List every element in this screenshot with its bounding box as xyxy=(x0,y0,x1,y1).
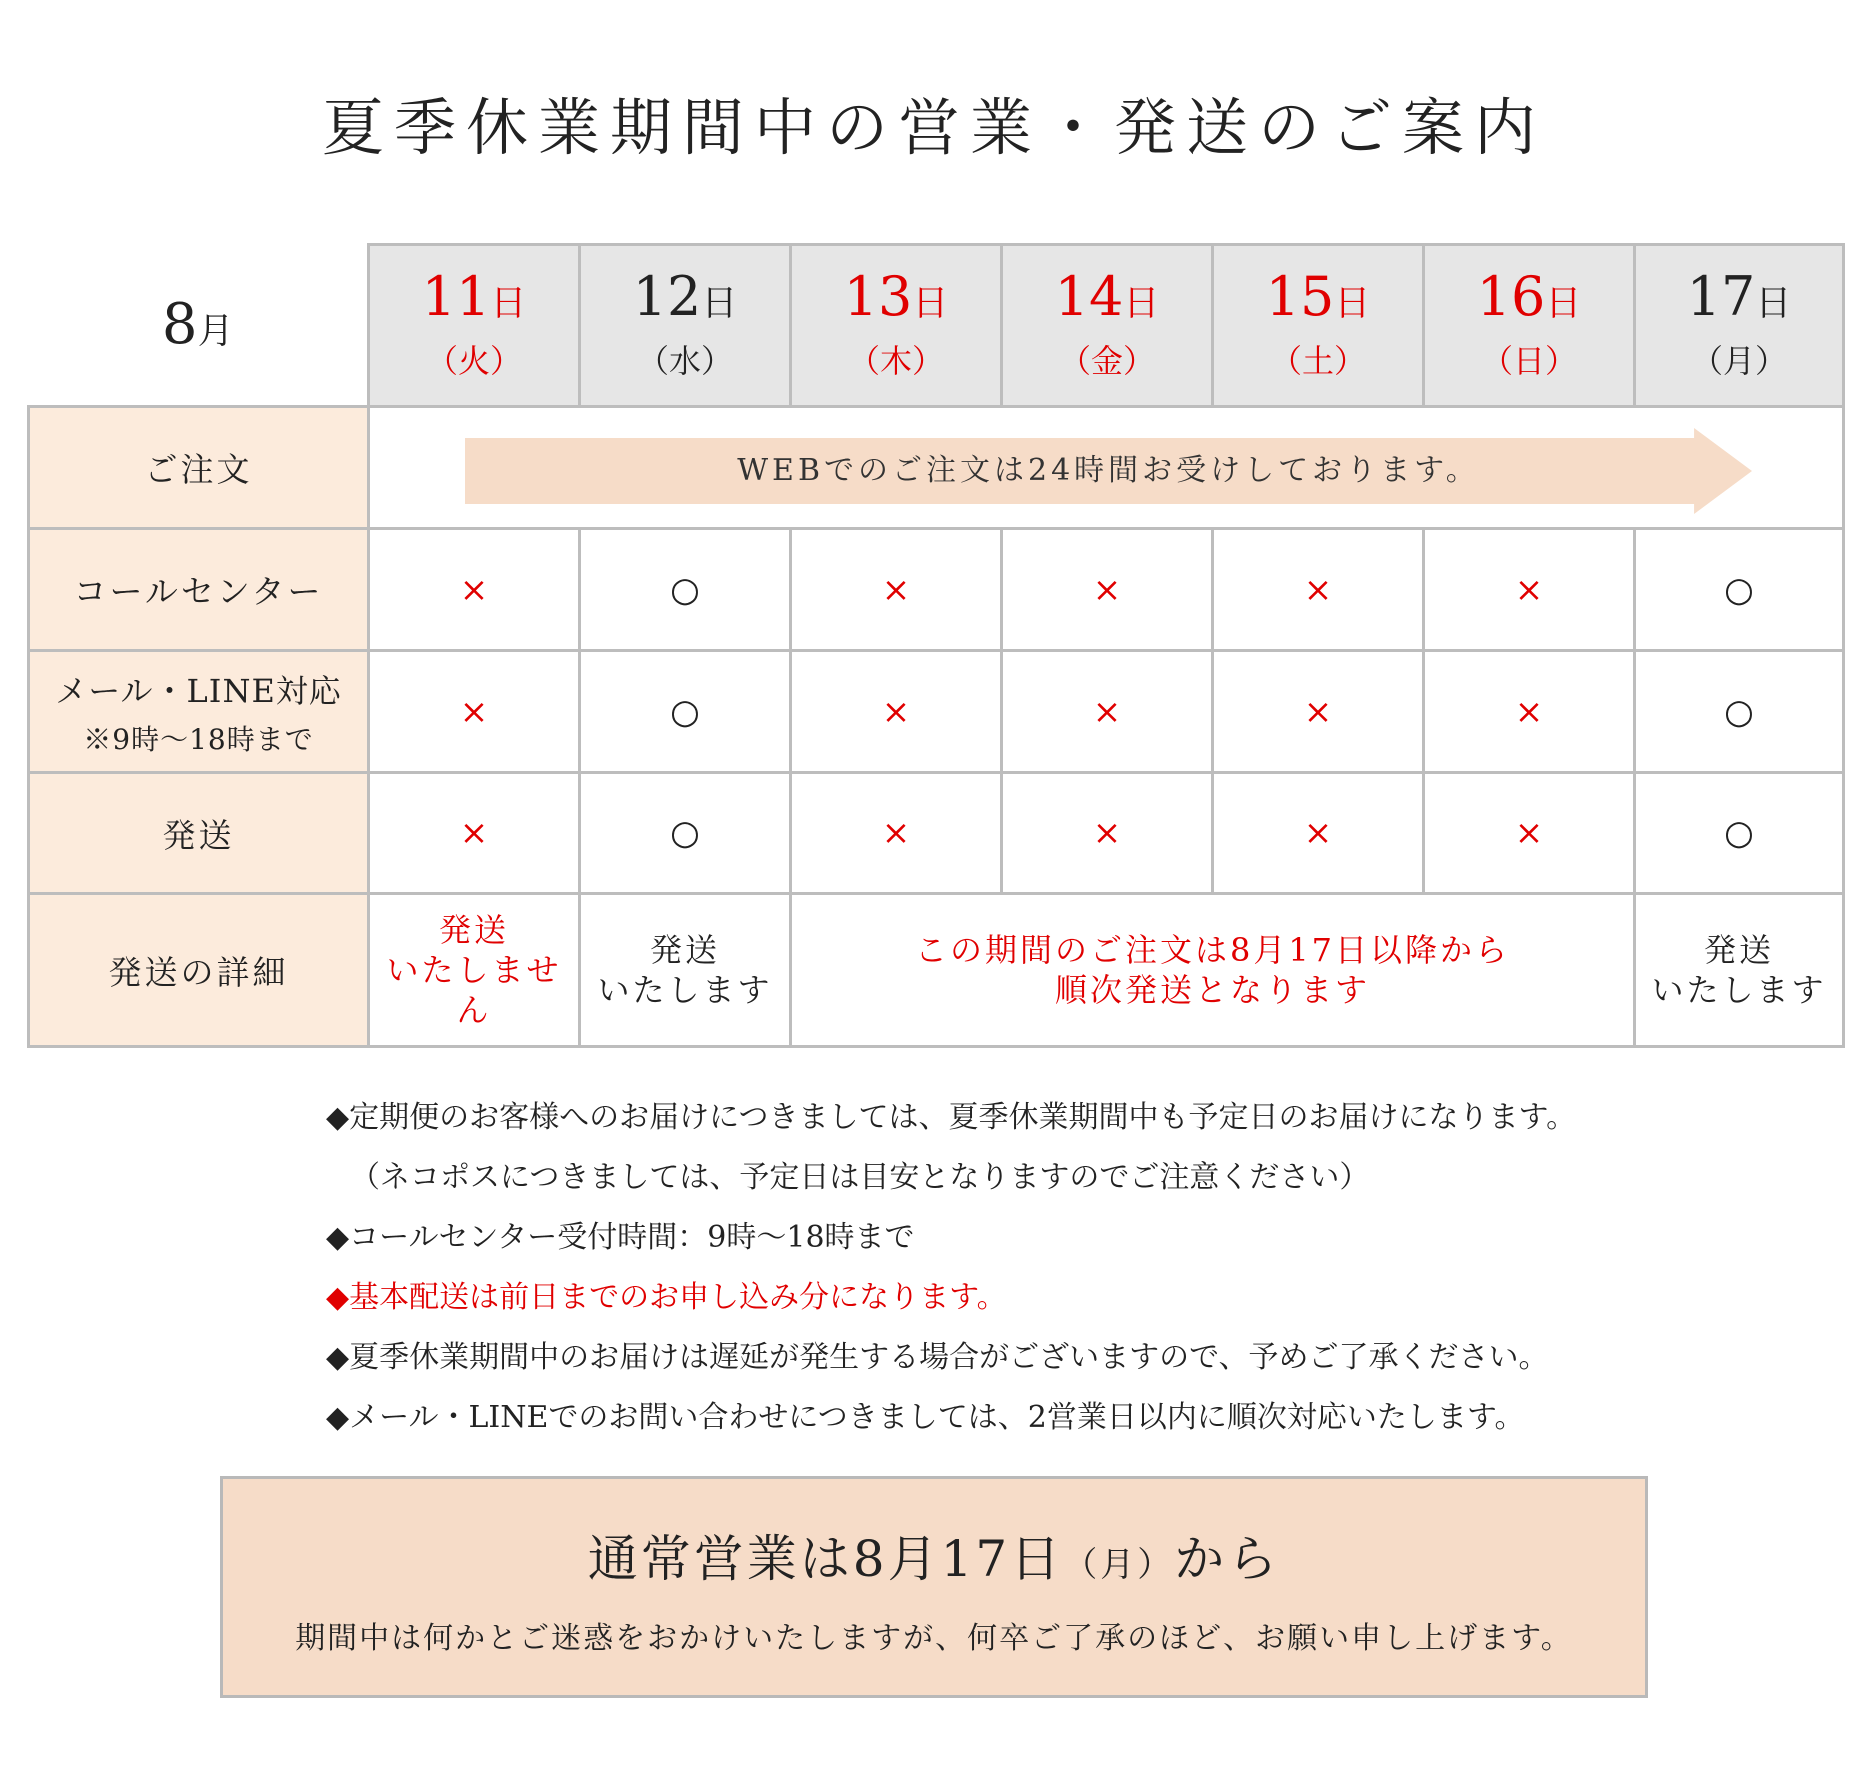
mail-mark: × xyxy=(1002,651,1213,773)
callcenter-row xyxy=(29,529,1844,651)
date-header-row xyxy=(29,245,1844,407)
mail-mark: × xyxy=(1213,651,1424,773)
day-header-12: 12日 （水） xyxy=(580,245,791,407)
note-line: ◆メール・LINEでのお問い合わせにつきましては、2営業日以内に順次対応いたします。 xyxy=(326,1400,1525,1435)
resume-subtext: 期間中は何かとご迷惑をおかけいたしますが、何卒ご了承のほど、お願い申し上げます。 xyxy=(295,1621,1573,1656)
note-line: ◆定期便のお客様へのお届けにつきましては、夏季休業期間中も予定日のお届けになります。 xyxy=(326,1100,1577,1135)
order-arrow xyxy=(465,428,1752,514)
day-header-11: 11日 （火） xyxy=(369,245,580,407)
schedule-table xyxy=(27,243,1845,1048)
callcenter-mark: × xyxy=(1213,529,1424,651)
callcenter-mark: ○ xyxy=(1635,529,1844,651)
mail-mark: × xyxy=(791,651,1002,773)
detail-d12: 発送 いたします xyxy=(580,894,791,1047)
shipping-row xyxy=(29,773,1844,894)
notes-list xyxy=(326,1088,1776,1448)
callcenter-mark: × xyxy=(1424,529,1635,651)
day-header-16: 16日 （日） xyxy=(1424,245,1635,407)
note-line: （ネコポスにつきましては、予定日は目安となりますのでご注意ください） xyxy=(350,1160,1370,1195)
callcenter-mark: × xyxy=(369,529,580,651)
mail-mark: ○ xyxy=(580,651,791,773)
month-label: 8月 xyxy=(161,292,234,358)
order-row xyxy=(29,407,1844,529)
day-header-14: 14日 （金） xyxy=(1002,245,1213,407)
resume-notice-box xyxy=(220,1476,1648,1698)
row-label-detail: 発送の詳細 xyxy=(29,894,369,1047)
page-title: 夏季休業期間中の営業・発送のご案内 xyxy=(321,91,1546,164)
day-header-17: 17日 （月） xyxy=(1635,245,1844,407)
month-cell xyxy=(29,245,369,407)
detail-row xyxy=(29,894,1844,1047)
mail-row xyxy=(29,651,1844,773)
detail-period: この期間のご注文は8月17日以降から 順次発送となります xyxy=(791,894,1635,1047)
row-label-order: ご注文 xyxy=(29,407,369,529)
mail-mark: × xyxy=(369,651,580,773)
order-arrow-text: WEBでのご注文は24時間お受けしております。 xyxy=(737,453,1480,488)
shipping-mark: ○ xyxy=(580,773,791,894)
mail-mark: × xyxy=(1424,651,1635,773)
shipping-mark: × xyxy=(1424,773,1635,894)
shipping-mark: × xyxy=(791,773,1002,894)
callcenter-mark: × xyxy=(1002,529,1213,651)
detail-d11: 発送 いたしません xyxy=(369,894,580,1047)
day-header-13: 13日 （木） xyxy=(791,245,1002,407)
mail-mark: ○ xyxy=(1635,651,1844,773)
row-label-callcenter: コールセンター xyxy=(29,529,369,651)
row-label-shipping: 発送 xyxy=(29,773,369,894)
note-line: ◆夏季休業期間中のお届けは遅延が発生する場合がございますので、予めご了承ください。 xyxy=(326,1340,1549,1375)
shipping-mark: × xyxy=(369,773,580,894)
day-header-15: 15日 （土） xyxy=(1213,245,1424,407)
note-line-highlight: ◆基本配送は前日までのお申し込み分になります。 xyxy=(326,1280,1007,1315)
detail-d17: 発送 いたします xyxy=(1635,894,1844,1047)
resume-heading: 通常営業は8月17日（月）から xyxy=(587,1530,1281,1588)
order-arrow-cell xyxy=(369,407,1844,529)
row-label-mail xyxy=(29,651,369,773)
mail-label: メール・LINE対応 xyxy=(55,671,342,710)
shipping-mark: × xyxy=(1213,773,1424,894)
callcenter-mark: ○ xyxy=(580,529,791,651)
callcenter-mark: × xyxy=(791,529,1002,651)
shipping-mark: × xyxy=(1002,773,1213,894)
mail-sublabel: ※9時〜18時まで xyxy=(83,722,314,756)
note-line: ◆コールセンター受付時間：9時〜18時まで xyxy=(326,1220,915,1255)
shipping-mark: ○ xyxy=(1635,773,1844,894)
